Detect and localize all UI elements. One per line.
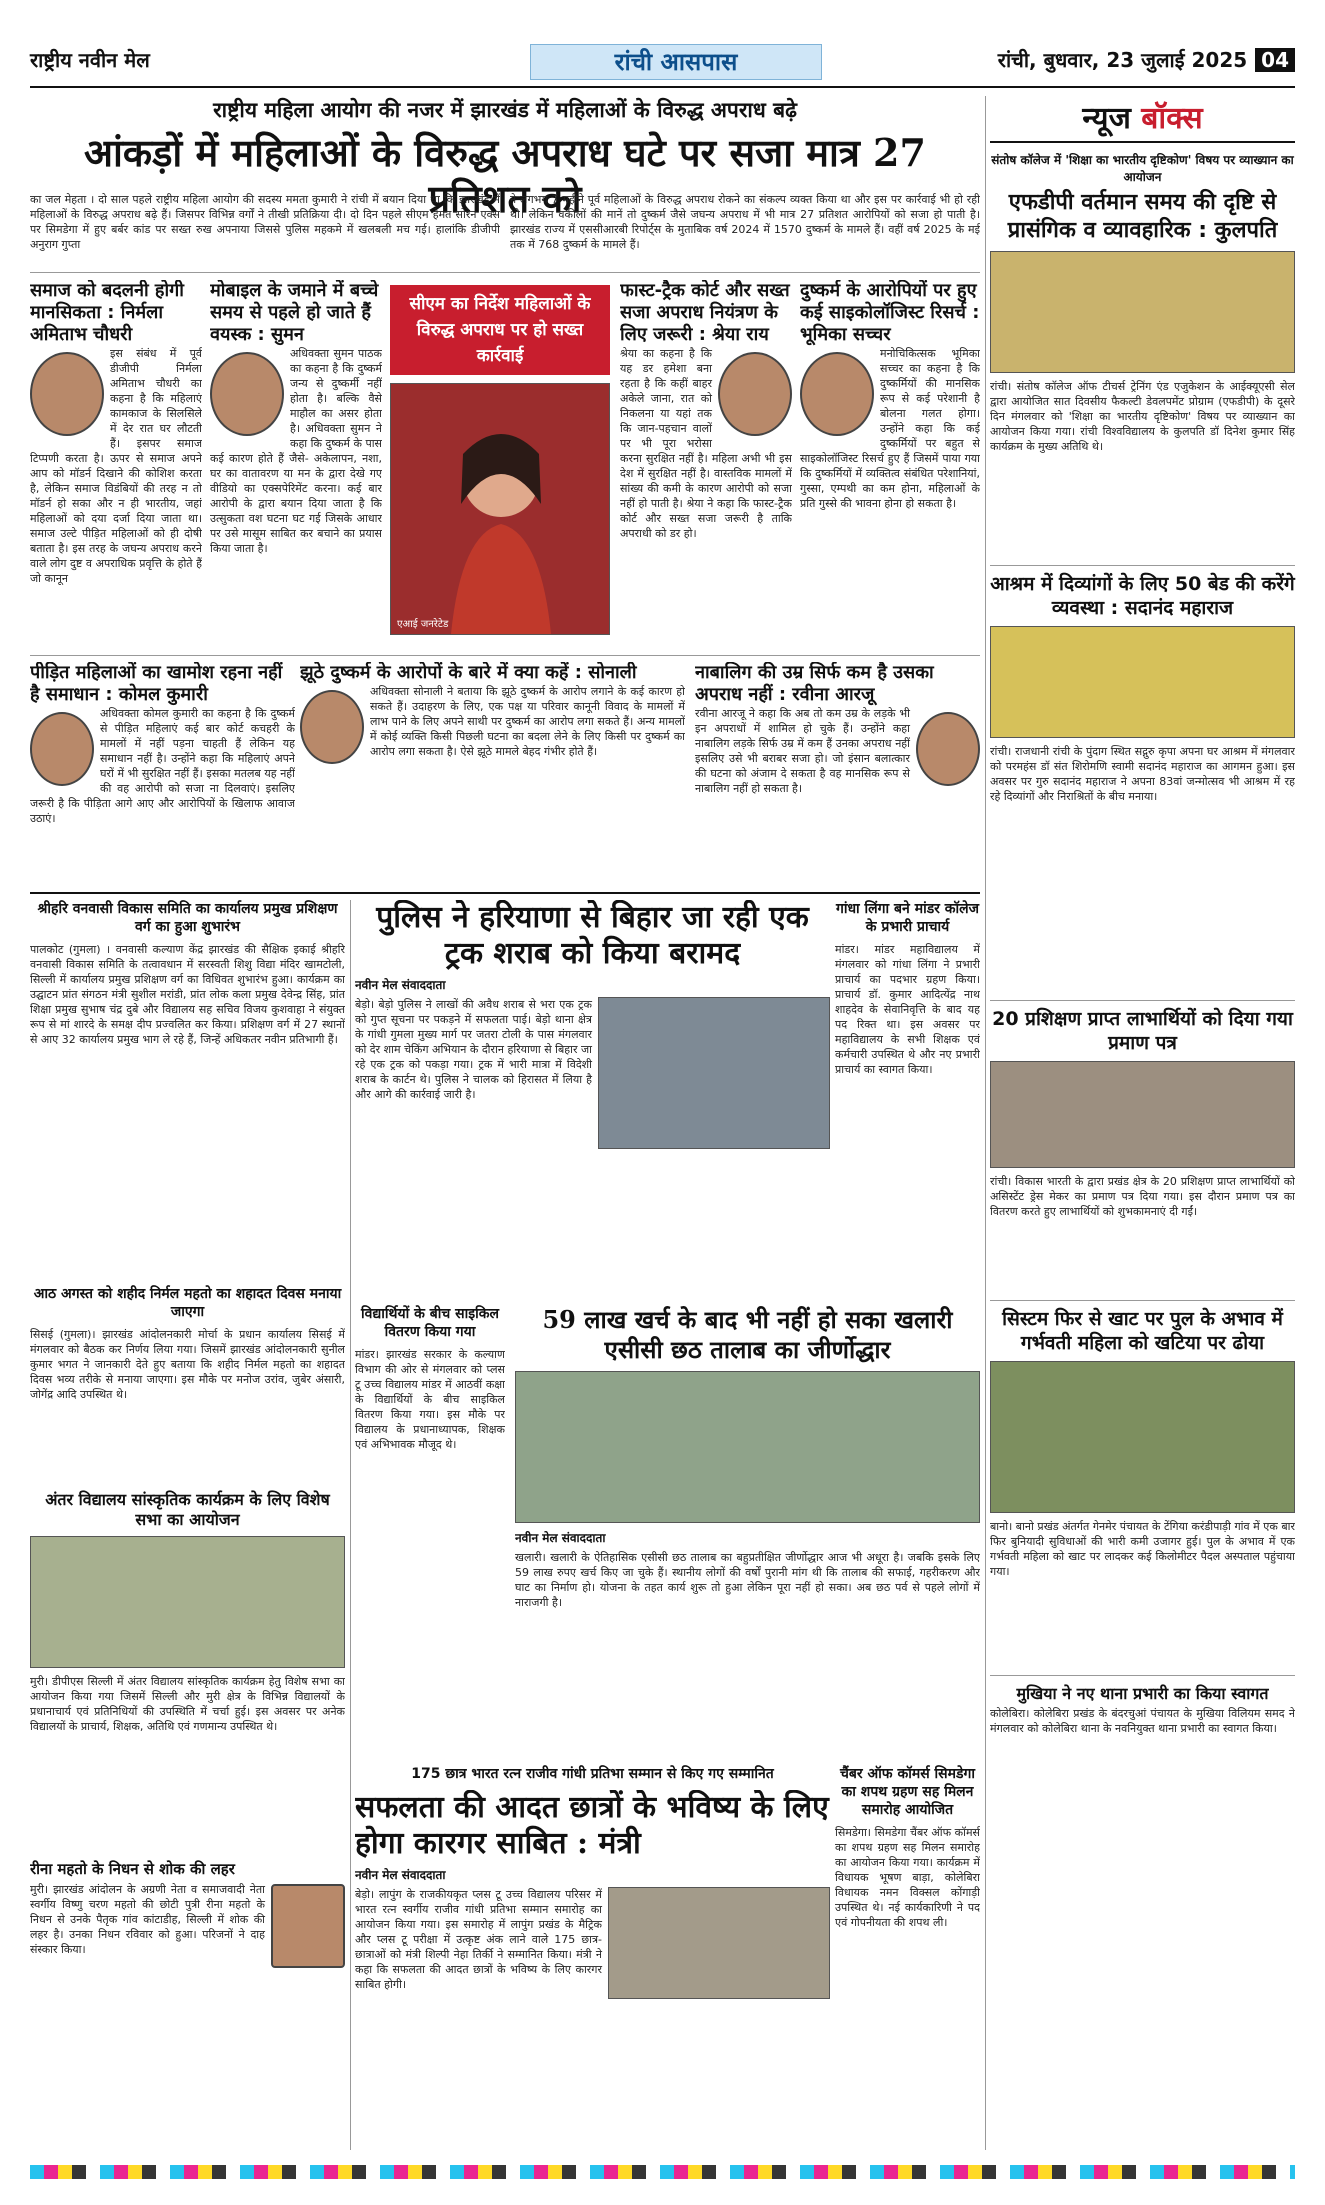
nb-s2-body: रांची। राजधानी रांची के पुंदाग स्थित सद्गुरु कृपा अपना घर आश्रम में मंगलवार को परमहंस डॉ संत शिरोमणि स्वामी सदानंद महाराज का आगमन हुआ। इस अवसर पर गुरु सदानंद महाराज ने अपना 83वां जन्मोत्सव भी आश्रम में रह रहे दिव्यांगों और निराश्रितों के बीच मनाया।: [990, 745, 1295, 803]
opinion-4-body: मनोचिकित्सक भूमिका सच्चर का कहना है कि दुष्कर्मियों की मानसिक रूप से कई परेशानी है बोलना गलत होगा। उन्होंने कहा कि कई दुष्कर्मियों पर बहुत से साइकोलॉजिस्ट रिसर्च हुए हैं जिसमें पाया गया कि दुष्कर्मियों में व्यक्तित्व संबंधित परेशानियां, गुस्सा, एम्पथी का कम होना, महिलाओं के प्रति गुस्से की भावना होना हो सकता है।: [800, 347, 980, 510]
portrait-photo: [271, 1884, 345, 1968]
award-photo: [608, 1887, 830, 1999]
portrait-photo: [300, 690, 364, 764]
opinion-3: [620, 280, 792, 650]
story-college: [835, 900, 980, 1300]
story-pond: [515, 1305, 980, 1760]
column-divider: [350, 900, 351, 2150]
nb-s4-body: बानो। बानो प्रखंड अंतर्गत गेनमेर पंचायत के टेंगिया करंडीपाड़ी गांव में एक बार फिर बुनियादी सुविधाओं की भारी कमी उजागर हुई। पुल के अभाव में एक गर्भवती महिला को खाट पर लादकर कई किलोमीटर पैदल अस्पताल पहुंचाया गया।: [990, 1520, 1295, 1578]
police-body: बेड़ो। बेड़ो पुलिस ने लाखों की अवैध शराब से भरा एक ट्रक को गुप्त सूचना पर पकड़ने में सफलता पाई। बेड़ो थाना क्षेत्र के गांधी गुमला मुख्य मार्ग पर जतरा टोली के पास मंगलवार को देर शाम चेकिंग अभियान के दौरान हरियाणा से बिहार जा रहे एक ट्रक को पकड़ा गया। ट्रक में भारी मात्रा में विदेशी शराब के कार्टन थे। पुलिस ने चालक को हिरासत में लिया है और आगे की कार्रवाई जारी है।: [355, 998, 592, 1101]
truck-photo: [598, 997, 830, 1149]
row2-2-body: अधिवक्ता सोनाली ने बताया कि झूठे दुष्कर्म के आरोप लगाने के कई कारण हो सकते हैं। उदाहरण के लिए, एक पक्ष या परिवार कानूनी विवाद के मामलों में लाभ पाने के लिए अपने साथी पर दुष्कर्म का आरोप लगा सकते हैं। अन्य मामलों में कोई व्यक्ति किसी पिछली घटना का बदला लेने के लिए किसी पर दुष्कर्म का आरोप लगा सकता है। ऐसे झूठे मामले बेहद गंभीर होते हैं।: [370, 685, 685, 758]
opinion-3-body: श्रेया का कहना है कि यह डर हमेशा बना रहता है कि कहीं बाहर अकेले जाना, रात को निकलना या यहां तक कि जान-पहचान वालों पर भी पूरा भरोसा करना सुरक्षित नहीं है। महिला अभी भी इस देश में सुरक्षित नहीं है। वास्तविक मामलों में सांख्य की कमी के कारण आरोपी को सजा नहीं हो पाती है। श्रेया ने कहा कि फास्ट-ट्रैक कोर्ट और सख्त सजा जरूरी है ताकि अपराधी को डर हो।: [620, 347, 792, 540]
opinion-2-body: अधिवक्ता सुमन पाठक का कहना है कि दुष्कर्म जन्य से दुष्कर्मी नहीं होता है। बल्कि वैसे माहौल का असर होता है। अधिवक्ता सुमन ने कहा कि दुष्कर्म के पास कई कारण होते हैं जैसे- अकेलापन, नशा, घर का वातावरण या मन के द्वारा देखे गए वीडियो का एक्सपेरिमेंट करना। कई बार आरोपी के द्वारा बयान दिया जाता है कि उत्सुकता वश घटना घट गई जिसके आधार पर उसे मासूम साबित कर बचाने का प्रयास किया जाता है।: [210, 347, 382, 555]
divider: [990, 1675, 1295, 1676]
opinion-3-head: फास्ट-ट्रैक कोर्ट और सख्त सजा अपराध नियंत्रण के लिए जरूरी : श्रेया राय: [620, 280, 790, 345]
nirmal-body: सिसई (गुमला)। झारखंड आंदोलनकारी मोर्चा के प्रधान कार्यालय सिसई में मंगलवार को बैठक कर निर्णय लिया गया। जिसमें झारखंड आंदोलनकारी सुनील कुमार भगत ने जानकारी देते हुए बताया कि शहीद निर्मल महतो का शहादत दिवस भव्य तरीके से मनाया जाएगा। इस मौके पर मनोज उरांव, जुबेर अंसारी, जोगेंद्र आदि उपस्थित थे।: [30, 1328, 345, 1401]
story-success: [355, 1790, 830, 2150]
section-label: रांची आसपास: [530, 44, 822, 80]
portrait-photo: [30, 352, 104, 436]
nb-s3-head: 20 प्रशिक्षण प्राप्त लाभार्थियों को दिया गया प्रमाण पत्र: [992, 1008, 1293, 1054]
vidyalaya-head: अंतर विद्यालय सांस्कृतिक कार्यक्रम के लिए विशेष सभा का आयोजन: [45, 1490, 330, 1529]
story-175-head: 175 छात्र भारत रत्न राजीव गांधी प्रतिभा सम्मान से किए गए सम्मानित: [411, 1766, 774, 1782]
cycle-head: विद्यार्थियों के बीच साइकिल वितरण किया गया: [361, 1306, 499, 1340]
opinion-1-body: इस संबंध में पूर्व डीजीपी निर्मला अमिताभ चौधरी का कहना है कि महिलाएं कामकाज के सिलसिले में देर रात घर लौटती हैं। इसपर समाज टिप्पणी करता है। ऊपर से समाज अपने आप को मॉडर्न दिखाने की कोशिश करता है, लेकिन समाज विडंबियों की तरह न तो मॉडर्न हो सका और न ही भारतीय, जहां महिलाओं को दया दर्जा दिया जाता था। समाज उल्टे पीड़ित महिलाओं को ही दोषी बताता है। इस तरह के जघन्य अपराध करने वाले लोग दुष्ट व अपराधिक प्रवृत्ति के होते हैं जो कानून: [30, 347, 202, 585]
row2-1-body: अधिवक्ता कोमल कुमारी का कहना है कि दुष्कर्म से पीड़ित महिलाएं कई बार कोर्ट कचहरी के मामलों में नहीं पड़ना चाहती हैं लेकिन यह समाधान नहीं है। उन्होंने कहा कि महिलाएं अपने घरों में भी सुरक्षित नहीं हैं। इसका मतलब यह नहीं की वह आरोपी को सजा ना दिलवाएं। इसलिए जरूरी है कि पीड़िता आगे आए और आरोपियों के खिलाफ आवाज उठाएं।: [30, 707, 295, 825]
nb-s1-body: रांची। संतोष कॉलेज ऑफ टीचर्स ट्रेनिंग एंड एजुकेशन के आईक्यूएसी सेल द्वारा आयोजित सात दिवसीय फैकल्टी डेवलपमेंट प्रोग्राम (एफडीपी) के दूसरे दिन मंगलवार को 'शिक्षा का भारतीय दृष्टिकोण' विषय पर व्याख्यान का आयोजन किया गया। रांची विश्वविद्यालय के कुलपति डॉ दिनेश कुमार सिंह कार्यक्रम के मुख्य अतिथि थे।: [990, 380, 1295, 453]
divider: [990, 1000, 1295, 1001]
pond-byline: नवीन मेल संवाददाता: [515, 1531, 606, 1545]
nb-s5-body: कोलेबिरा। कोलेबिरा प्रखंड के बंदरचुआं पंचायत के मुखिया विलियम समद ने मंगलवार को कोलेबिरा थाना के नवनियुक्त थाना प्रभारी का स्वागत किया।: [990, 1707, 1295, 1735]
opinion-2: [210, 280, 382, 650]
nb-s1-sub: संतोष कॉलेज में 'शिक्षा का भारतीय दृष्टिकोण' विषय पर व्याख्यान का आयोजन: [991, 153, 1294, 184]
row2-story-2: [300, 662, 685, 882]
nirmal-head: आठ अगस्त को शहीद निर्मल महतो का शहादत दिवस मनाया जाएगा: [33, 1286, 342, 1320]
chamber-head: चैंबर ऑफ कॉमर्स सिमडेगा का शपथ ग्रहण सह मिलन समारोह आयोजित: [839, 1766, 976, 1818]
story-police: [355, 900, 830, 1300]
pond-head: 59 लाख खर्च के बाद भी नहीं हो सका खलारी एसीसी छठ तालाब का जीर्णोद्धार: [542, 1305, 953, 1364]
success-byline: नवीन मेल संवाददाता: [355, 1868, 446, 1882]
lead-intro-left: का जल मेहता । दो साल पहले राष्ट्रीय महिला आयोग की सदस्य ममता कुमारी ने रांची में बयान दिया था कि झारखंड में महिलाओं के विरुद्ध अपराध बढ़े हैं। जिसपर विभिन्न वर्गों ने तीखी प्रतिक्रिया दी। दो दिन पहले सीएम हेमंत सोरेन एक्स पर सिमडेगा में हुए बर्बर कांड पर सख्त रुख अपनाया जिससे पुलिस महकमे में खलबली मच गई। हालांकि डीजीपी अनुराग गुप्ता: [30, 193, 500, 251]
group-photo: [30, 1536, 345, 1668]
story-cycle: [355, 1305, 505, 1760]
opinion-2-head: मोबाइल के जमाने में बच्चे समय से पहले हो जाते हैं वयस्क : सुमन: [210, 280, 379, 345]
row2-3-body: रवीना आरजू ने कहा कि अब तो कम उम्र के लड़के भी इन अपराधों में शामिल हो चुके हैं। उन्होंने कहा नाबालिग लड़के सिर्फ उम्र में कम हैं उनका अपराध नहीं इसलिए उसे भी बराबर सजा हो। जो इंसान बलात्कार की घटना को अंजाम दे सकता है वह मानसिक रूप से नाबालिग नहीं हो सकता है।: [695, 707, 910, 795]
nb-s3-body: रांची। विकास भारती के द्वारा प्रखंड क्षेत्र के 20 प्रशिक्षण प्राप्त लाभार्थियों को असिस्टेंट ड्रेस मेकर का प्रमाण पत्र दिया गया। इस दौरान प्रमाण पत्र का वितरण करते हुए लाभार्थियों को शुभकामनाएं दी गईं।: [990, 1175, 1295, 1218]
nb-s5-head: मुखिया ने नए थाना प्रभारी का किया स्वागत: [1016, 1684, 1269, 1703]
certificate-photo: [990, 1061, 1295, 1168]
divider: [30, 655, 980, 656]
srihari-body: पालकोट (गुमला) । वनवासी कल्याण केंद्र झारखंड की सैक्षिक इकाई श्रीहरि वनवासी विकास समिति के तत्वावधान में सरस्वती शिशु विद्या मंदिर खामटोली, सिल्ली में कार्यालय प्रमुख प्रशिक्षण वर्ग का विधिवत शुभारंभ हुआ। कार्यक्रम का उद्घाटन प्रांत संगठन मंत्री सुशील मरांडी, प्रांत लोक कला प्रमुख देवेन्द्र सिंह, प्रांत शिक्षा प्रमुख सुभाष चंद्र दुबे और विद्यालय सह सचिव विजय कुशवाहा ने संयुक्त रूप से मां शारदे के समक्ष दीप प्रज्वलित कर किया। प्रशिक्षण वर्ग में 27 स्थानों से आए 32 कार्यालय प्रमुख भाग ले रहे हैं, जिन्हें अधिकतर नवीन प्रतिभागी हैं।: [30, 943, 345, 1046]
cm-directive: सीएम का निर्देश महिलाओं के विरुद्ध अपराध पर हो सख्त कार्रवाई: [390, 285, 610, 375]
row2-story-3: [695, 662, 980, 882]
opinion-4: [800, 280, 980, 650]
newsbox-title-a: न्यूज: [1082, 101, 1131, 136]
newsbox-title: [990, 96, 1295, 137]
srihari-head: श्रीहरि वनवासी विकास समिति का कार्यालय प्रमुख प्रशिक्षण वर्ग का हुआ शुभारंभ: [37, 901, 338, 935]
portrait-photo: [800, 352, 874, 436]
row2-3-head: नाबालिग की उम्र सिर्फ कम है उसका अपराध नहीं : रवीना आरजू: [695, 662, 934, 705]
cm-box: [390, 285, 610, 645]
row2-story-1: [30, 662, 295, 882]
lead-kicker: राष्ट्रीय महिला आयोग की नजर में झारखंड में महिलाओं के विरुद्ध अपराध बढ़े: [213, 98, 797, 122]
police-byline: नवीन मेल संवाददाता: [355, 978, 446, 992]
fdp-photo: [990, 251, 1295, 373]
divider: [990, 1300, 1295, 1301]
portrait-photo: [210, 352, 284, 436]
portrait-photo: [718, 352, 792, 436]
woman-illustration-icon: [391, 384, 609, 634]
opinion-1-head: समाज को बदलनी होगी मानसिकता : निर्मला अमिताभ चौधरी: [30, 280, 184, 345]
vidyalaya-body: मुरी। डीपीएस सिल्ली में अंतर विद्यालय सांस्कृतिक कार्यक्रम हेतु विशेष सभा का आयोजन किया गया जिसमें सिल्ली और मुरी क्षेत्र के विभिन्न विद्यालयों के प्रधानाचार्य एवं प्रतिनिधियों की उपस्थिति में चर्चा हुई। इस अवसर पर अनेक विद्यालयों के प्राचार्य, शिक्षक, अतिथि एवं गणमान्य उपस्थित थे।: [30, 1675, 345, 1733]
portrait-photo: [30, 712, 94, 786]
reena-head: रीना महतो के निधन से शोक की लहर: [30, 1860, 235, 1878]
row2-1-head: पीड़ित महिलाओं का खामोश रहना नहीं है समाधान : कोमल कुमारी: [30, 662, 283, 705]
success-body: बेड़ो। लापुंग के राजकीयकृत प्लस टू उच्च विद्यालय परिसर में भारत रत्न स्वर्गीय राजीव गांधी प्रतिभा सम्मान समारोह का आयोजन किया गया। इस समारोह में लापुंग प्रखंड के मैट्रिक और प्लस टू परीक्षा में उत्कृष्ट अंक लाने वाले 175 छात्र-छात्राओं को मंत्री शिल्पी नेहा तिर्की ने सम्मानित किया। मंत्री ने कहा कि सफलता की आदत छात्रों के भविष्य के लिए कारगर साबित होगी।: [355, 1888, 602, 1991]
story-chamber: [835, 1765, 980, 2150]
nb-s2-head: आश्रम में दिव्यांगों के लिए 50 बेड की करेंगे व्यवस्था : सदानंद महाराज: [990, 573, 1295, 619]
divider: [30, 272, 980, 273]
divider: [990, 565, 1295, 566]
ashram-photo: [990, 626, 1295, 738]
nb-s1-head: एफडीपी वर्तमान समय की दृष्टि से प्रासंगिक व व्यावहारिक : कुलपति: [1007, 190, 1278, 243]
police-head: पुलिस ने हरियाणा से बिहार जा रही एक ट्रक शराब को किया बरामद: [376, 900, 809, 971]
reena-body: मुरी। झारखंड आंदोलन के अग्रणी नेता व समाजवादी नेता स्वर्गीय विष्णु चरण महतो की छोटी पुत्री रीना महतो के निधन से उनके पैतृक गांव कांटाडीह, सिल्ली में शोक की लहर है। उनका निधन रविवार को हुआ। परिजनों ने दाह संस्कार किया।: [30, 1883, 265, 1956]
lead-headline: आंकड़ों में महिलाओं के विरुद्ध अपराध घटे पर सजा मात्र 27 प्रतिशत को: [84, 130, 926, 221]
newsbox-rule: [990, 141, 1295, 143]
news-box: [990, 96, 1295, 1766]
column-divider: [985, 96, 986, 2150]
success-head: सफलता की आदत छात्रों के भविष्य के लिए होगा कारगर साबित : मंत्री: [355, 1790, 829, 1861]
cot-photo: [990, 1361, 1295, 1513]
lead-intro-right: ने लगभग 7 महीने पूर्व महिलाओं के विरुद्ध अपराध रोकने का संकल्प व्यक्त किया था और इस पर कार्रवाई भी हो रही थी। लेकिन वकीलों की मानें तो दुष्कर्म जैसे जघन्य अपराध में भी मात्र 27 प्रतिशत आरोपियों को सजा हो पाती है। झारखंड राज्य में एससीआरबी रिपोर्ट्स के मुताबिक वर्ष 2024 में 1570 दुष्कर्म के मामले हैं। वहीं वर्ष 2025 के मई तक में 768 दुष्कर्म के मामले हैं।: [510, 193, 980, 251]
newsbox-title-b: बॉक्स: [1141, 101, 1203, 136]
section-rule: [30, 892, 980, 894]
image-credit: एआई जनरेटेड: [397, 619, 449, 630]
page-number: 04: [1255, 48, 1295, 72]
story-reena: [30, 1860, 345, 2150]
pond-body: खलारी। खलारी के ऐतिहासिक एसीसी छठ तालाब का बहुप्रतीक्षित जीर्णोद्धार आज भी अधूरा है। जबकि इसके लिए 59 लाख रुपए खर्च किए जा चुके हैं। स्थानीय लोगों की वर्षों पुरानी मांग थी कि तालाब की सफाई, गहरीकरण और घाट का निर्माण हो। योजना के तहत कार्य शुरू तो हुआ लेकिन पूरा नहीं हो सका। अब छठ पर्व से पहले लोगों में नाराजगी है।: [515, 1551, 980, 1609]
college-body: मांडर। मांडर महाविद्यालय में मंगलवार को गांधा लिंगा ने प्रभारी प्राचार्य का पदभार ग्रहण किया। प्राचार्य डॉ. कुमार आदित्येंद्र नाथ शाहदेव के सेवानिवृत्ति के बाद यह पद रिक्त था। इस अवसर पर महाविद्यालय के सभी शिक्षक एवं कर्मचारी उपस्थित थे और नए प्रभारी प्राचार्य का स्वागत किया।: [835, 943, 980, 1076]
portrait-photo: [916, 712, 980, 786]
story-vidyalaya: [30, 1490, 345, 1850]
date-text: रांची, बुधवार, 23 जुलाई 2025: [997, 48, 1248, 72]
chamber-body: सिमडेगा। सिमडेगा चैंबर ऑफ कॉमर्स का शपथ ग्रहण सह मिलन समारोह का आयोजन किया गया। कार्यक्रम में विधायक भूषण बाड़ा, कोलेबिरा विधायक नमन विक्सल कोंगाड़ी उपस्थित थे। नई कार्यकारिणी ने पद एवं गोपनीयता की शपथ ली।: [835, 1826, 980, 1929]
opinion-1: [30, 280, 202, 650]
row2-2-head: झूठे दुष्कर्म के आरोपों के बारे में क्या कहें : सोनाली: [300, 662, 637, 683]
illustration-image: [390, 383, 610, 635]
cycle-body: मांडर। झारखंड सरकार के कल्याण विभाग की ओर से मंगलवार को प्लस टू उच्च विद्यालय मांडर में आठवीं कक्षा के विद्यार्थियों के बीच साइकिल वितरण किया गया। इस मौके पर विद्यालय के प्रधानाध्यापक, शिक्षक एवं अभिभावक मौजूद थे।: [355, 1348, 505, 1451]
story-nirmal: [30, 1285, 345, 1480]
masthead: [30, 40, 1295, 86]
color-registration-bar: [30, 2165, 1295, 2179]
dateline: [998, 46, 1295, 73]
paper-name: राष्ट्रीय नवीन मेल: [30, 48, 150, 72]
story-srihari: [30, 900, 345, 1280]
opinion-4-head: दुष्कर्म के आरोपियों पर हुए कई साइकोलॉजिस्ट रिसर्च : भूमिका सच्चर: [800, 280, 980, 345]
college-head: गांधा लिंगा बने मांडर कॉलेज के प्रभारी प्राचार्य: [835, 901, 980, 935]
masthead-rule: [30, 86, 1295, 88]
nb-s4-head: सिस्टम फिर से खाट पर पुल के अभाव में गर्भवती महिला को खटिया पर ढोया: [1002, 1308, 1283, 1354]
pond-photo: [515, 1371, 980, 1523]
